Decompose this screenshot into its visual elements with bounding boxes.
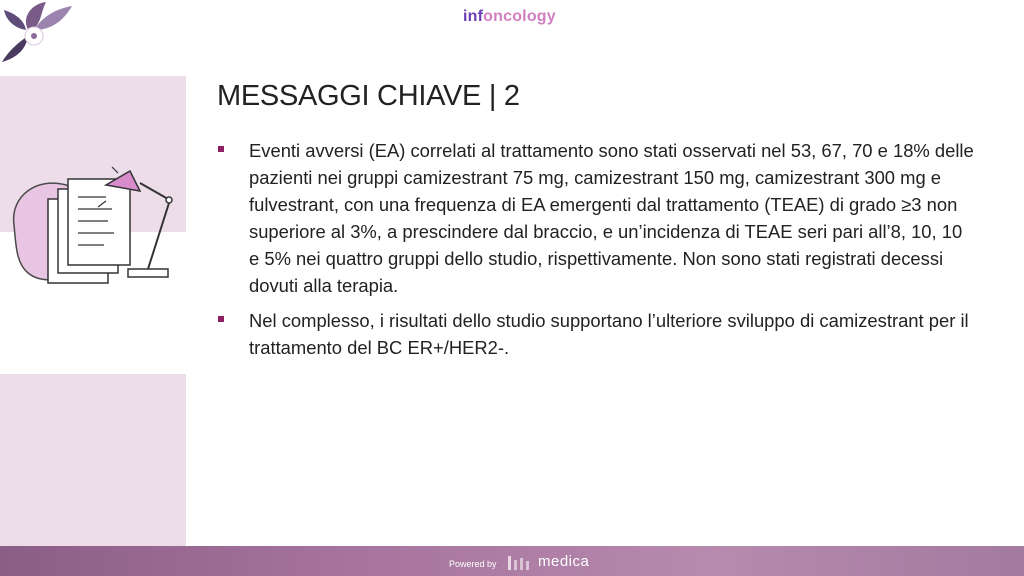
square-bullet-icon (218, 146, 224, 152)
bullet-item (214, 137, 974, 299)
square-bullet-icon (218, 316, 224, 322)
top-banner (0, 0, 1024, 76)
sponsor-logo-mark-icon (506, 552, 534, 572)
left-decorative-panel (0, 76, 186, 546)
bullet-text: Nel complesso, i risultati dello studio supportano l’ulteriore sviluppo di camizestrant per il trattamento del BC ER+/HER2-. (249, 310, 969, 358)
bullet-text: Eventi avversi (EA) correlati al trattamento sono stati osservati nel 53, 67, 70 e 18% delle pazienti nei gruppi camizestrant 75 mg, camizestrant 150 mg, camizestrant 300 mg e fulvestrant, con una frequenza di EA emergenti dal trattamento (TEAE) di grado ≥3 non superiore al 3%, a prescindere dal braccio, e un’incidenza di TEAE seri pari all’8, 10, 10 e 5% nei quattro gruppi dello studio, rispettivamente. Non sono stati registrati decessi dovuti alla terapia. (249, 140, 974, 296)
powered-by-label: Powered by (449, 559, 497, 569)
footer-bar (0, 546, 1024, 576)
bullet-item (214, 307, 974, 361)
panel-block-bottom (0, 374, 186, 546)
brand-logo (463, 8, 556, 26)
sponsor-logo: medica (538, 553, 590, 570)
slide-title: MESSAGGI CHIAVE | 2 (217, 80, 520, 112)
document-lamp-illustration-icon (8, 165, 180, 291)
brand-logo-part1: inf (463, 8, 484, 25)
brand-logo-part2: oncology (483, 8, 556, 25)
flower-logo-icon (0, 0, 76, 64)
bullet-list (214, 137, 974, 369)
